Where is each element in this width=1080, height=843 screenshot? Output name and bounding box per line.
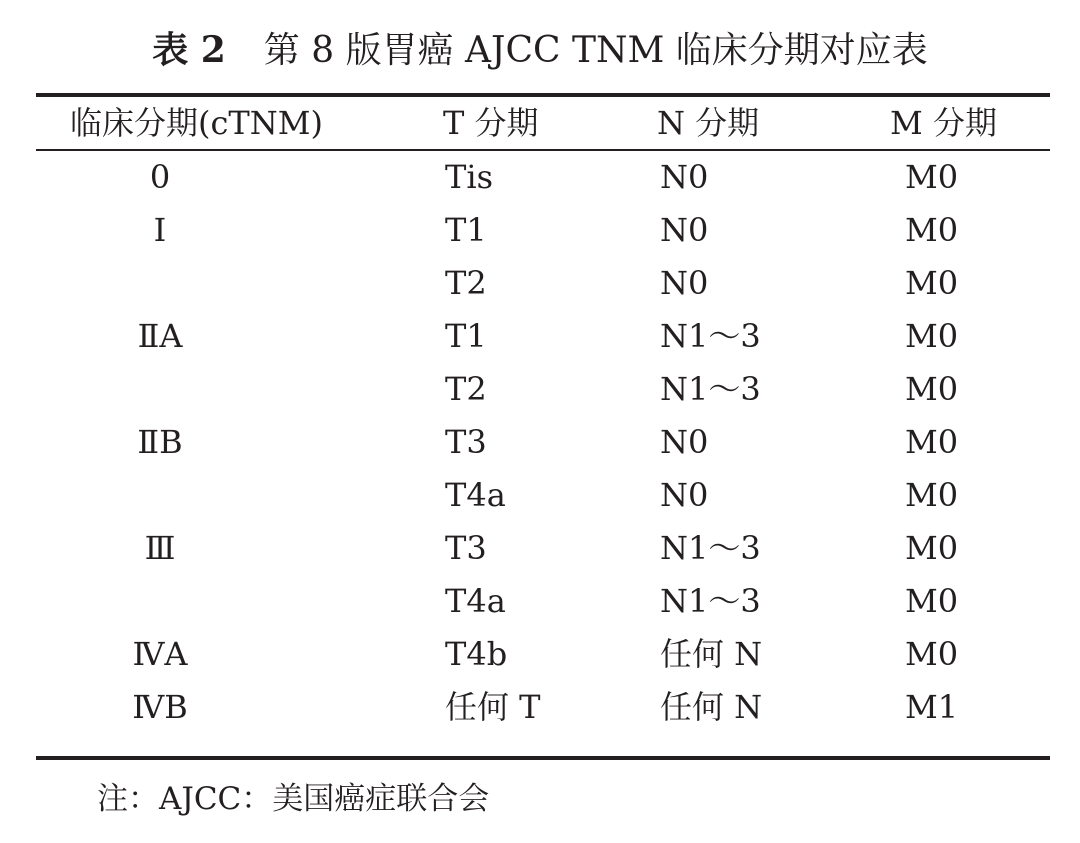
cell-n: N1～3 [660,529,761,567]
cell-t: 任何 T [445,688,541,726]
cell-stage: ⅡB [137,423,183,461]
cell-t: T1 [445,317,487,355]
cell-m: M0 [905,476,959,514]
cell-t: T4b [445,635,508,673]
table-bottom-rule [36,756,1050,760]
header-t-stage: T 分期 [443,104,539,142]
cell-m: M0 [905,158,959,196]
cell-n: 任何 N [660,688,763,726]
cell-n: N1～3 [660,370,761,408]
cell-n: N1～3 [660,317,761,355]
cell-stage: ⅡA [137,317,183,355]
table-row [0,522,1080,575]
cell-m: M0 [905,423,959,461]
cell-m: M0 [905,264,959,302]
cell-stage [110,363,210,416]
table-row [0,151,1080,204]
cell-n: N0 [660,211,709,249]
cell-stage: Ⅰ [153,211,167,249]
cell-n: N0 [660,423,709,461]
cell-t: Tis [445,158,493,196]
cell-stage: Ⅲ [144,529,176,567]
table-row [0,681,1080,734]
cell-n: N0 [660,158,709,196]
cell-m: M0 [905,529,959,567]
table-row [0,204,1080,257]
cell-n: 任何 N [660,635,763,673]
table-footnote: 注：AJCC：美国癌症联合会 [97,781,490,817]
cell-m: M0 [905,317,959,355]
table-row [0,628,1080,681]
table-row [0,416,1080,469]
cell-n: N0 [660,476,709,514]
header-m-stage: M 分期 [890,104,997,142]
cell-t: T1 [445,211,487,249]
table-row [0,363,1080,416]
cell-n: N1～3 [660,582,761,620]
cell-n: N0 [660,264,709,302]
cell-t: T2 [445,264,487,302]
header-n-stage: N 分期 [657,104,760,142]
cell-stage: 0 [149,158,171,196]
table-row [0,469,1080,522]
table-body [0,151,1080,734]
cell-m: M1 [905,688,959,726]
cell-m: M0 [905,370,959,408]
table-title: 第 8 版胃癌 AJCC TNM 临床分期对应表 [263,30,928,71]
table-caption [0,22,1080,79]
cell-stage: ⅣA [132,635,188,673]
table-row [0,575,1080,628]
cell-t: T4a [445,476,506,514]
header-clinical-stage: 临床分期(cTNM) [70,104,324,142]
table-number: 表 2 [152,29,226,71]
table-row [0,310,1080,363]
table-row [0,257,1080,310]
cell-t: T3 [445,529,487,567]
table-header-row [0,97,1080,149]
cell-stage [110,469,210,522]
cell-t: T3 [445,423,487,461]
cell-stage: ⅣB [132,688,188,726]
cell-stage [110,257,210,310]
cell-m: M0 [905,582,959,620]
cell-t: T4a [445,582,506,620]
cell-m: M0 [905,211,959,249]
cell-stage [110,575,210,628]
cell-m: M0 [905,635,959,673]
cell-t: T2 [445,370,487,408]
